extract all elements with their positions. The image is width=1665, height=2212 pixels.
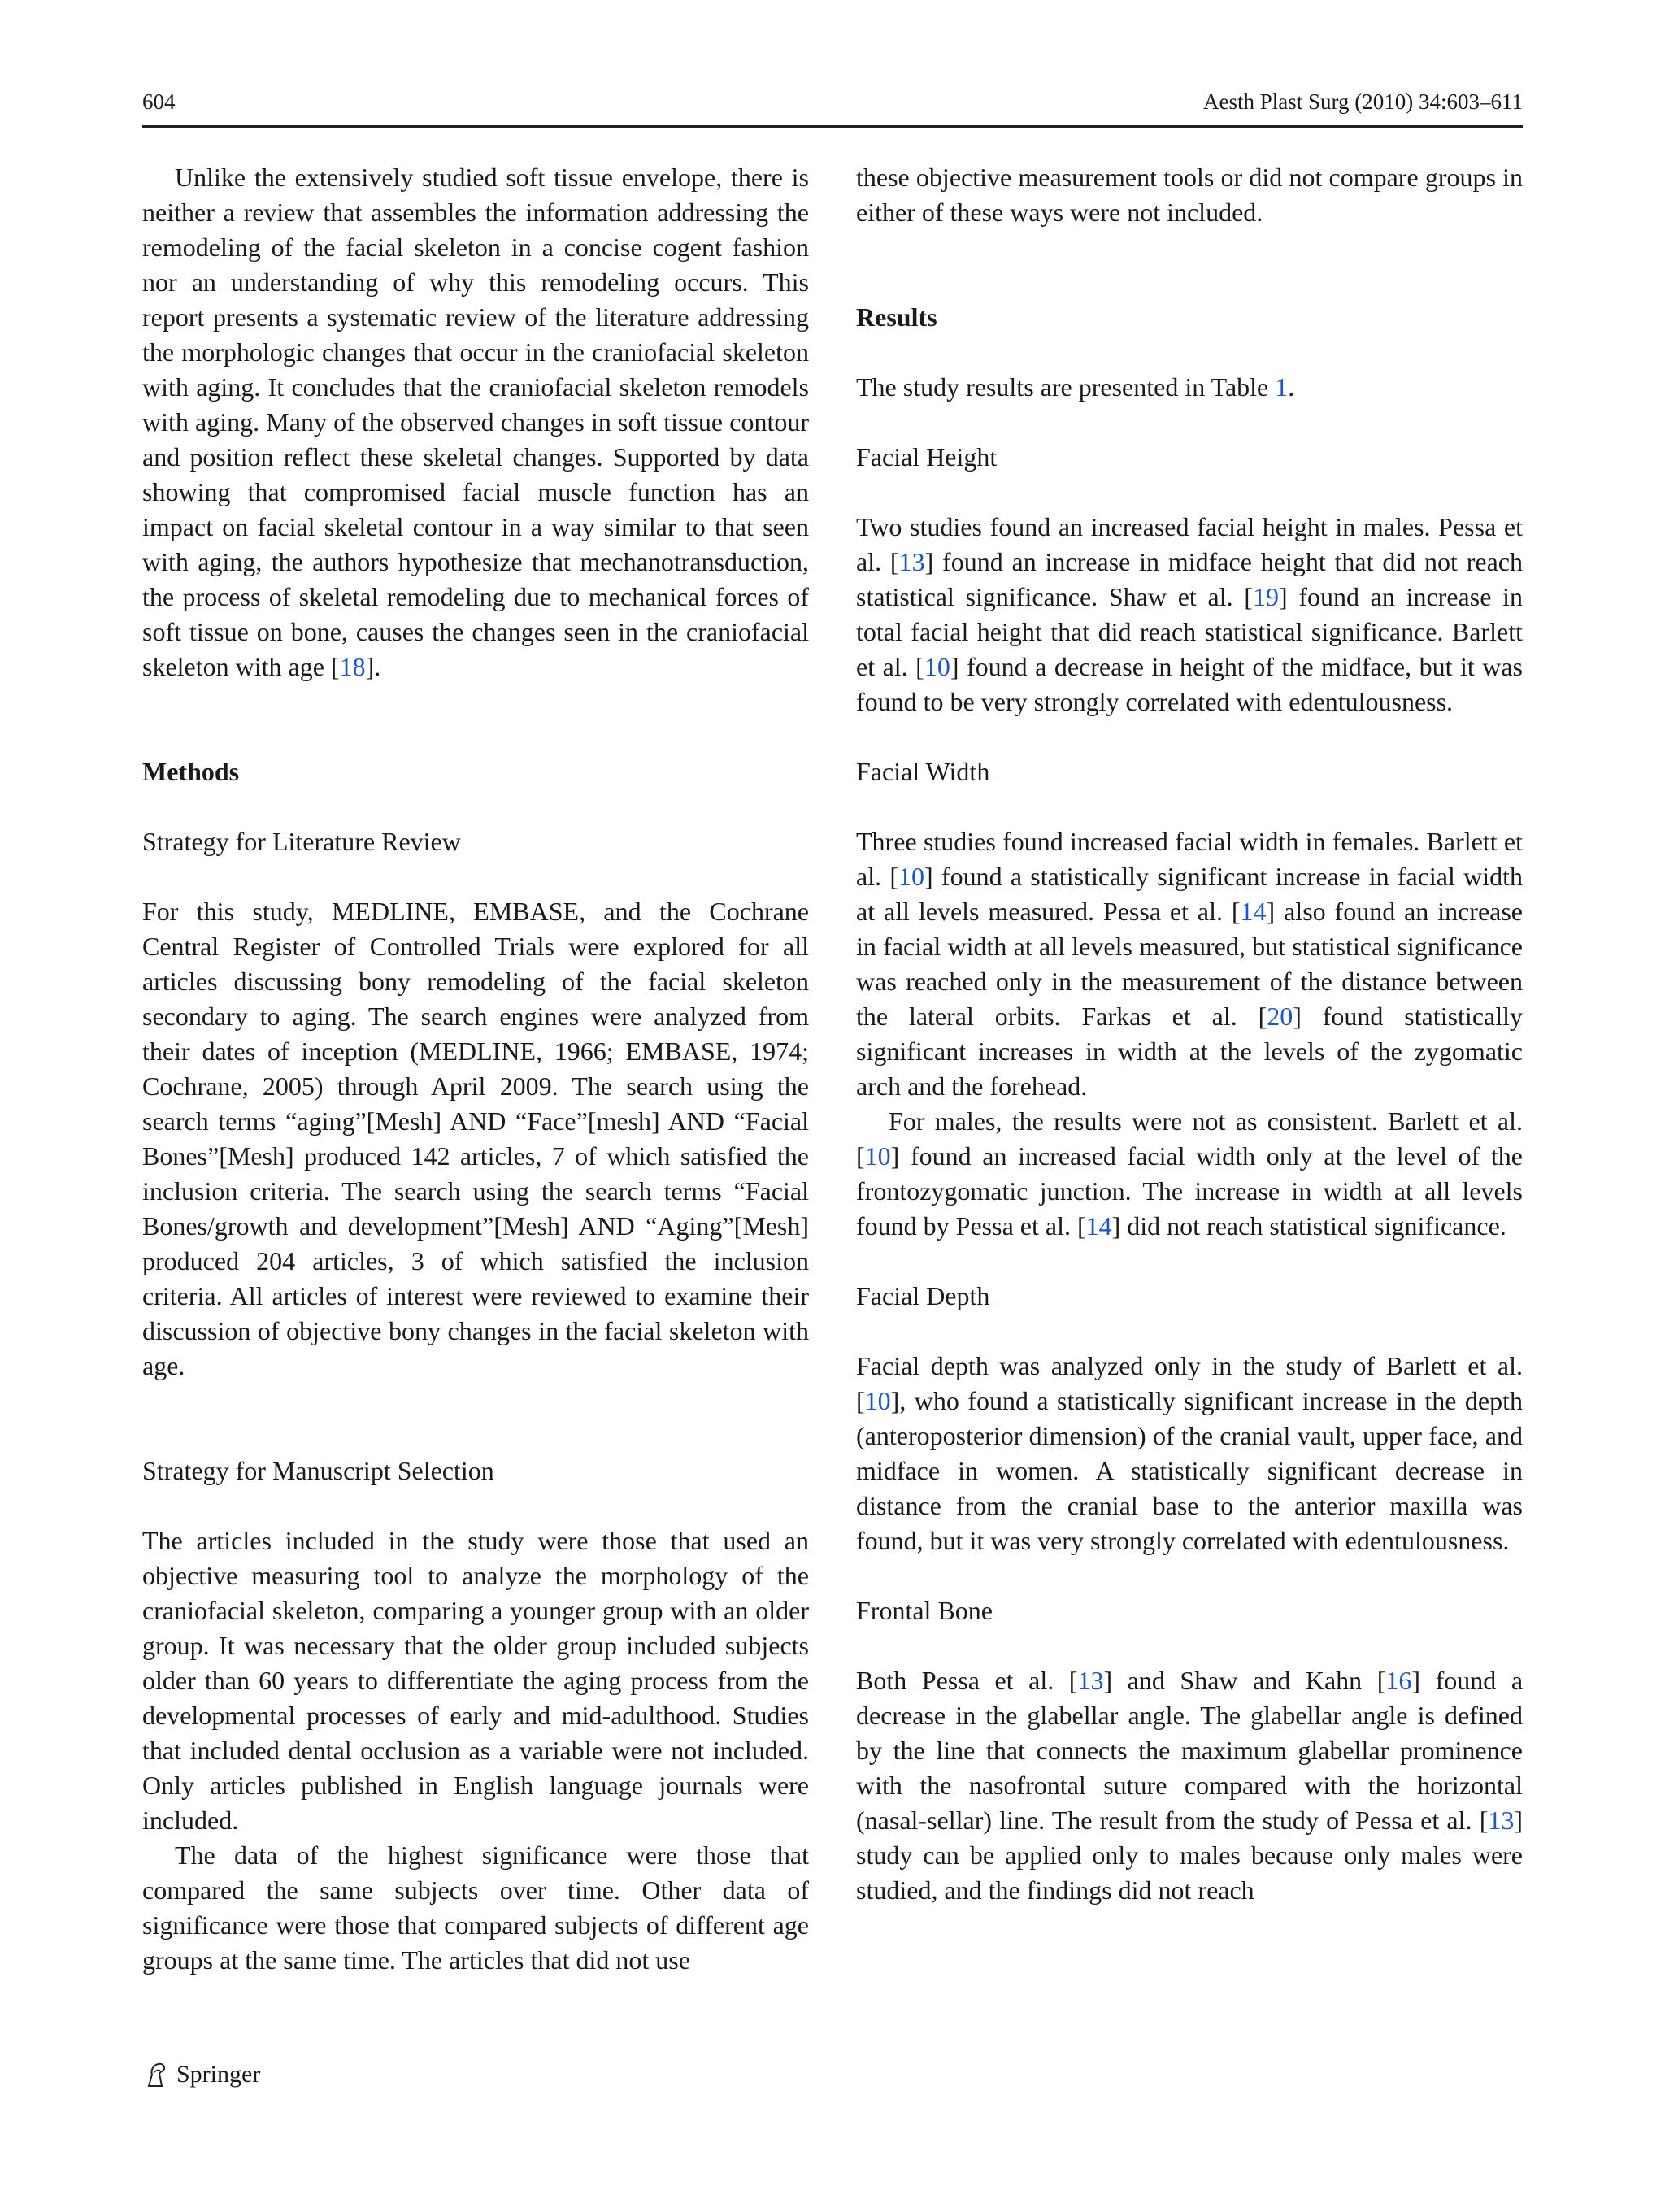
literature-review-paragraph: For this study, MEDLINE, EMBASE, and the Cochrane Central Register of Controlled Trials were explored for all articles discussing bony remodeling of the facial skeleton secondary to aging. The search engines were analyzed from their dates of inception (MEDLINE, 1966; EMBASE, 1974; Cochrane, 2005) through April 2009. The search using the search terms “aging”[Mesh] AND “Face”[mesh] AND “Facial Bones”[Mesh] produced 142 articles, 7 of which satisfied the inclusion criteria. The search using the search terms “Facial Bones/growth and development”[Mesh] AND “Aging”[Mesh] produced 204 articles, 3 of which satisfied the inclusion criteria. All articles of interest were reviewed to examine their discussion of objective bony changes in the facial skeleton with age.: [142, 897, 809, 1380]
reference-link[interactable]: 10: [924, 652, 950, 681]
reference-link[interactable]: 14: [1085, 1211, 1112, 1241]
publisher-name: Springer: [176, 2061, 261, 2088]
reference-link[interactable]: 18: [339, 652, 366, 681]
facial-depth-paragraph: Facial depth was analyzed only in the study of Barlett et al. [10], who found a statistically significant increase in the depth (anteroposterior dimension) of the cranial vault, upper face, and midface in women. A statistically significant decrease in distance from the cranial base to the anterior maxilla was found, but it was very strongly correlated with edentulousness.: [856, 1351, 1523, 1555]
subheading-frontal-bone: Frontal Bone: [856, 1596, 993, 1625]
reference-link[interactable]: 13: [1077, 1666, 1104, 1695]
reference-link[interactable]: 13: [898, 547, 925, 576]
subheading-literature-review: Strategy for Literature Review: [142, 827, 461, 856]
section-heading-methods: Methods: [142, 757, 240, 786]
reference-link[interactable]: 10: [898, 862, 925, 891]
left-column: [142, 160, 809, 1978]
facial-width-paragraph-1: Three studies found increased facial width in females. Barlett et al. [10] found a statistically significant increase in facial width at all levels measured. Pessa et al. [14] also found an increase in facial width at all levels measured, but statistical significance was reached only in the measurement of the distance between the lateral orbits. Farkas et al. [20] found statistically significant increases in width at the levels of the zygomatic arch and the forehead.: [856, 827, 1524, 1101]
springer-horse-icon: [142, 2060, 172, 2089]
reference-link[interactable]: 19: [1252, 582, 1279, 611]
subheading-facial-depth: Facial Depth: [856, 1281, 990, 1310]
subheading-manuscript-selection: Strategy for Manuscript Selection: [142, 1456, 494, 1485]
subheading-facial-width: Facial Width: [856, 757, 990, 786]
reference-link[interactable]: 13: [1488, 1806, 1515, 1835]
subheading-facial-height: Facial Height: [856, 442, 998, 472]
reference-link[interactable]: 10: [864, 1141, 891, 1171]
journal-citation: Aesth Plast Surg (2010) 34:603–611: [1202, 89, 1523, 114]
section-heading-results: Results: [856, 302, 937, 332]
table-link[interactable]: 1: [1275, 372, 1289, 402]
reference-link[interactable]: 20: [1267, 1002, 1293, 1031]
reference-link[interactable]: 10: [864, 1386, 891, 1415]
continued-paragraph: these objective measurement tools or did not compare groups in either of these ways were not included.: [856, 163, 1523, 227]
facial-width-paragraph-2: For males, the results were not as consistent. Barlett et al. [10] found an increased facial width only at the level of the frontozygomatic junction. The increase in width at all levels found by Pessa et al. [14] did not reach statistical significance.: [856, 1106, 1523, 1241]
facial-height-paragraph: Two studies found an increased facial height in males. Pessa et al. [13] found an increase in midface height that did not reach statistical significance. Shaw et al. [19] found an increase in total facial height that did reach statistical significance. Barlett et al. [10] found a decrease in height of the midface, but it was found to be very strongly correlated with edentulousness.: [856, 512, 1524, 716]
page-number: 604: [142, 89, 176, 114]
reference-link[interactable]: 14: [1240, 897, 1267, 926]
page-header: [142, 89, 1523, 128]
right-column: [856, 160, 1523, 1908]
results-intro: The study results are presented in Table 1.: [856, 372, 1295, 402]
frontal-bone-paragraph: Both Pessa et al. [13] and Shaw and Kahn [16] found a decrease in the glabellar angle. The glabellar angle is defined by the line that connects the maximum glabellar prominence with the nasofrontal suture compared with the horizontal (nasal-sellar) line. The result from the study of Pessa et al. [13] study can be applied only to males because only males were studied, and the findings did not reach: [856, 1666, 1524, 1905]
reference-link[interactable]: 16: [1385, 1666, 1412, 1695]
page-footer: [142, 2060, 260, 2089]
intro-paragraph: Unlike the extensively studied soft tissue envelope, there is neither a review that assembles the information addressing the remodeling of the facial skeleton in a concise cogent fashion nor an understanding of why this remodeling occurs. This report presents a systematic review of the literature addressing the morphologic changes that occur in the craniofacial skeleton with aging. It concludes that the craniofacial skeleton remodels with aging. Many of the observed changes in soft tissue contour and position reflect these skeletal changes. Supported by data showing that compromised facial muscle function has an impact on facial skeletal contour in a way similar to that seen with aging, the authors hypothesize that mechanotransduction, the process of skeletal remodeling due to mechanical forces of soft tissue on bone, causes the changes seen in the craniofacial skeleton with age [18].: [142, 163, 809, 681]
manuscript-selection-paragraph: The articles included in the study were those that used an objective measuring tool to analyze the morphology of the craniofacial skeleton, comparing a younger group with an older group. It was necessary that the older group included subjects older than 60 years to differentiate the aging process from the developmental processes of early and mid-adulthood. Studies that included dental occlusion as a variable were not included. Only articles published in English language journals were included.: [142, 1526, 809, 1835]
significance-paragraph: The data of the highest significance were those that compared the same subjects over time. Other data of significance were those that compared subjects of different age groups at the same time. The articles that did not use: [142, 1840, 809, 1975]
